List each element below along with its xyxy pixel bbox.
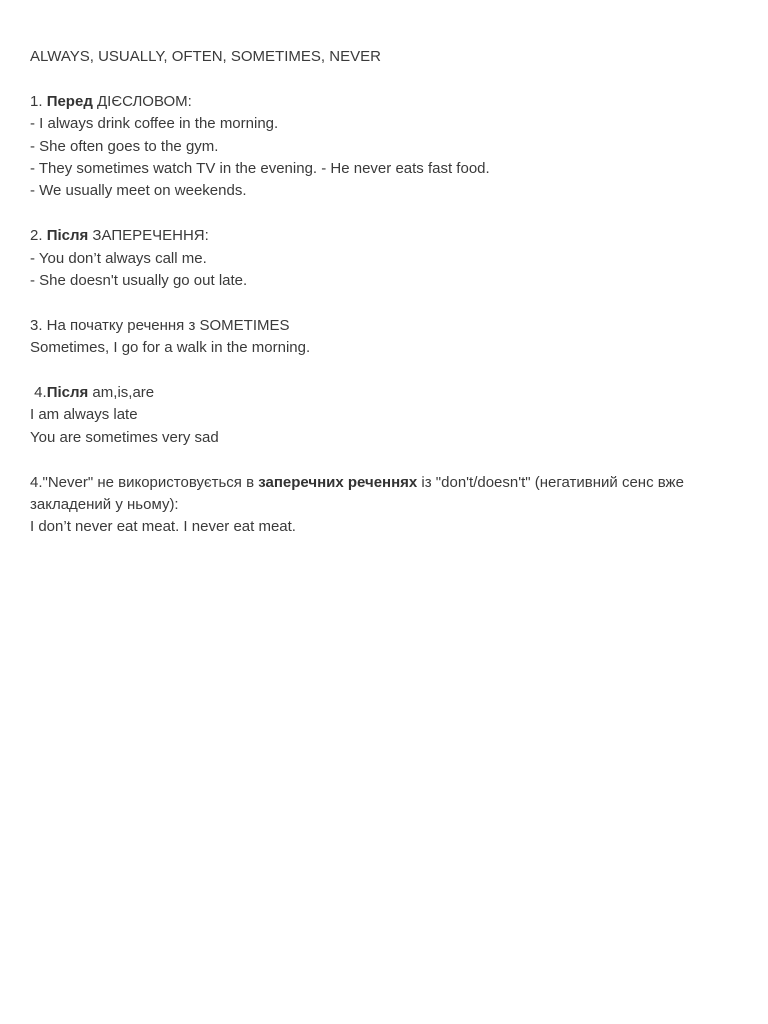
- note-title: ALWAYS, USUALLY, OFTEN, SOMETIMES, NEVER: [30, 48, 381, 65]
- section-heading-rest: am,is,are: [88, 384, 155, 402]
- example-line: Sometimes, I go for a walk in the morning.: [30, 339, 311, 357]
- section-number: 2.: [30, 227, 47, 245]
- blank-line: [30, 292, 740, 314]
- section-after-negation: [30, 225, 740, 292]
- section-heading-bold: Перед: [46, 92, 93, 110]
- blank-line: [30, 203, 740, 225]
- section-before-verb: [30, 91, 740, 203]
- section-heading-rest: ДІЄСЛОВОМ:: [92, 92, 192, 110]
- section-heading-suffix: із "don't/doesn't" (негативний сенс вже закладений у ньому):: [30, 473, 689, 514]
- section-number: 1.: [30, 92, 47, 110]
- example-line: I am always late: [30, 406, 138, 424]
- section-heading: [30, 472, 740, 517]
- example-line: - She doesn't usually go out late.: [30, 272, 248, 290]
- section-heading: [30, 225, 740, 247]
- example-line: You are sometimes very sad: [30, 428, 219, 446]
- example-line: - They sometimes watch TV in the evening. - He never eats fast food.: [30, 160, 490, 178]
- section-never-rule: [30, 472, 740, 539]
- section-heading: [30, 91, 740, 113]
- example-line: - She often goes to the gym.: [30, 137, 219, 155]
- example-line: - You don’t always call me.: [30, 249, 207, 267]
- section-heading-rest: ЗАПЕРЕЧЕННЯ:: [88, 227, 209, 245]
- section-sentence-start: [30, 315, 740, 360]
- section-heading-prefix: 4."Never" не використовується в: [30, 473, 259, 491]
- section-heading: [30, 382, 740, 404]
- section-after-to-be: [30, 382, 740, 449]
- example-line: - We usually meet on weekends.: [30, 182, 247, 200]
- example-line: - I always drink coffee in the morning.: [30, 115, 279, 133]
- section-heading: 3. На початку речення з SOMETIMES: [30, 316, 290, 334]
- section-heading-bold: Після: [46, 227, 89, 245]
- note-document: [30, 46, 740, 539]
- section-number: 4.: [30, 384, 47, 402]
- example-line: I don’t never eat meat. I never eat meat.: [30, 518, 296, 536]
- blank-line: [30, 68, 740, 90]
- blank-line: [30, 449, 740, 471]
- blank-line: [30, 360, 740, 382]
- section-heading-bold: Після: [46, 384, 89, 402]
- section-heading-bold: заперечних реченнях: [258, 473, 418, 491]
